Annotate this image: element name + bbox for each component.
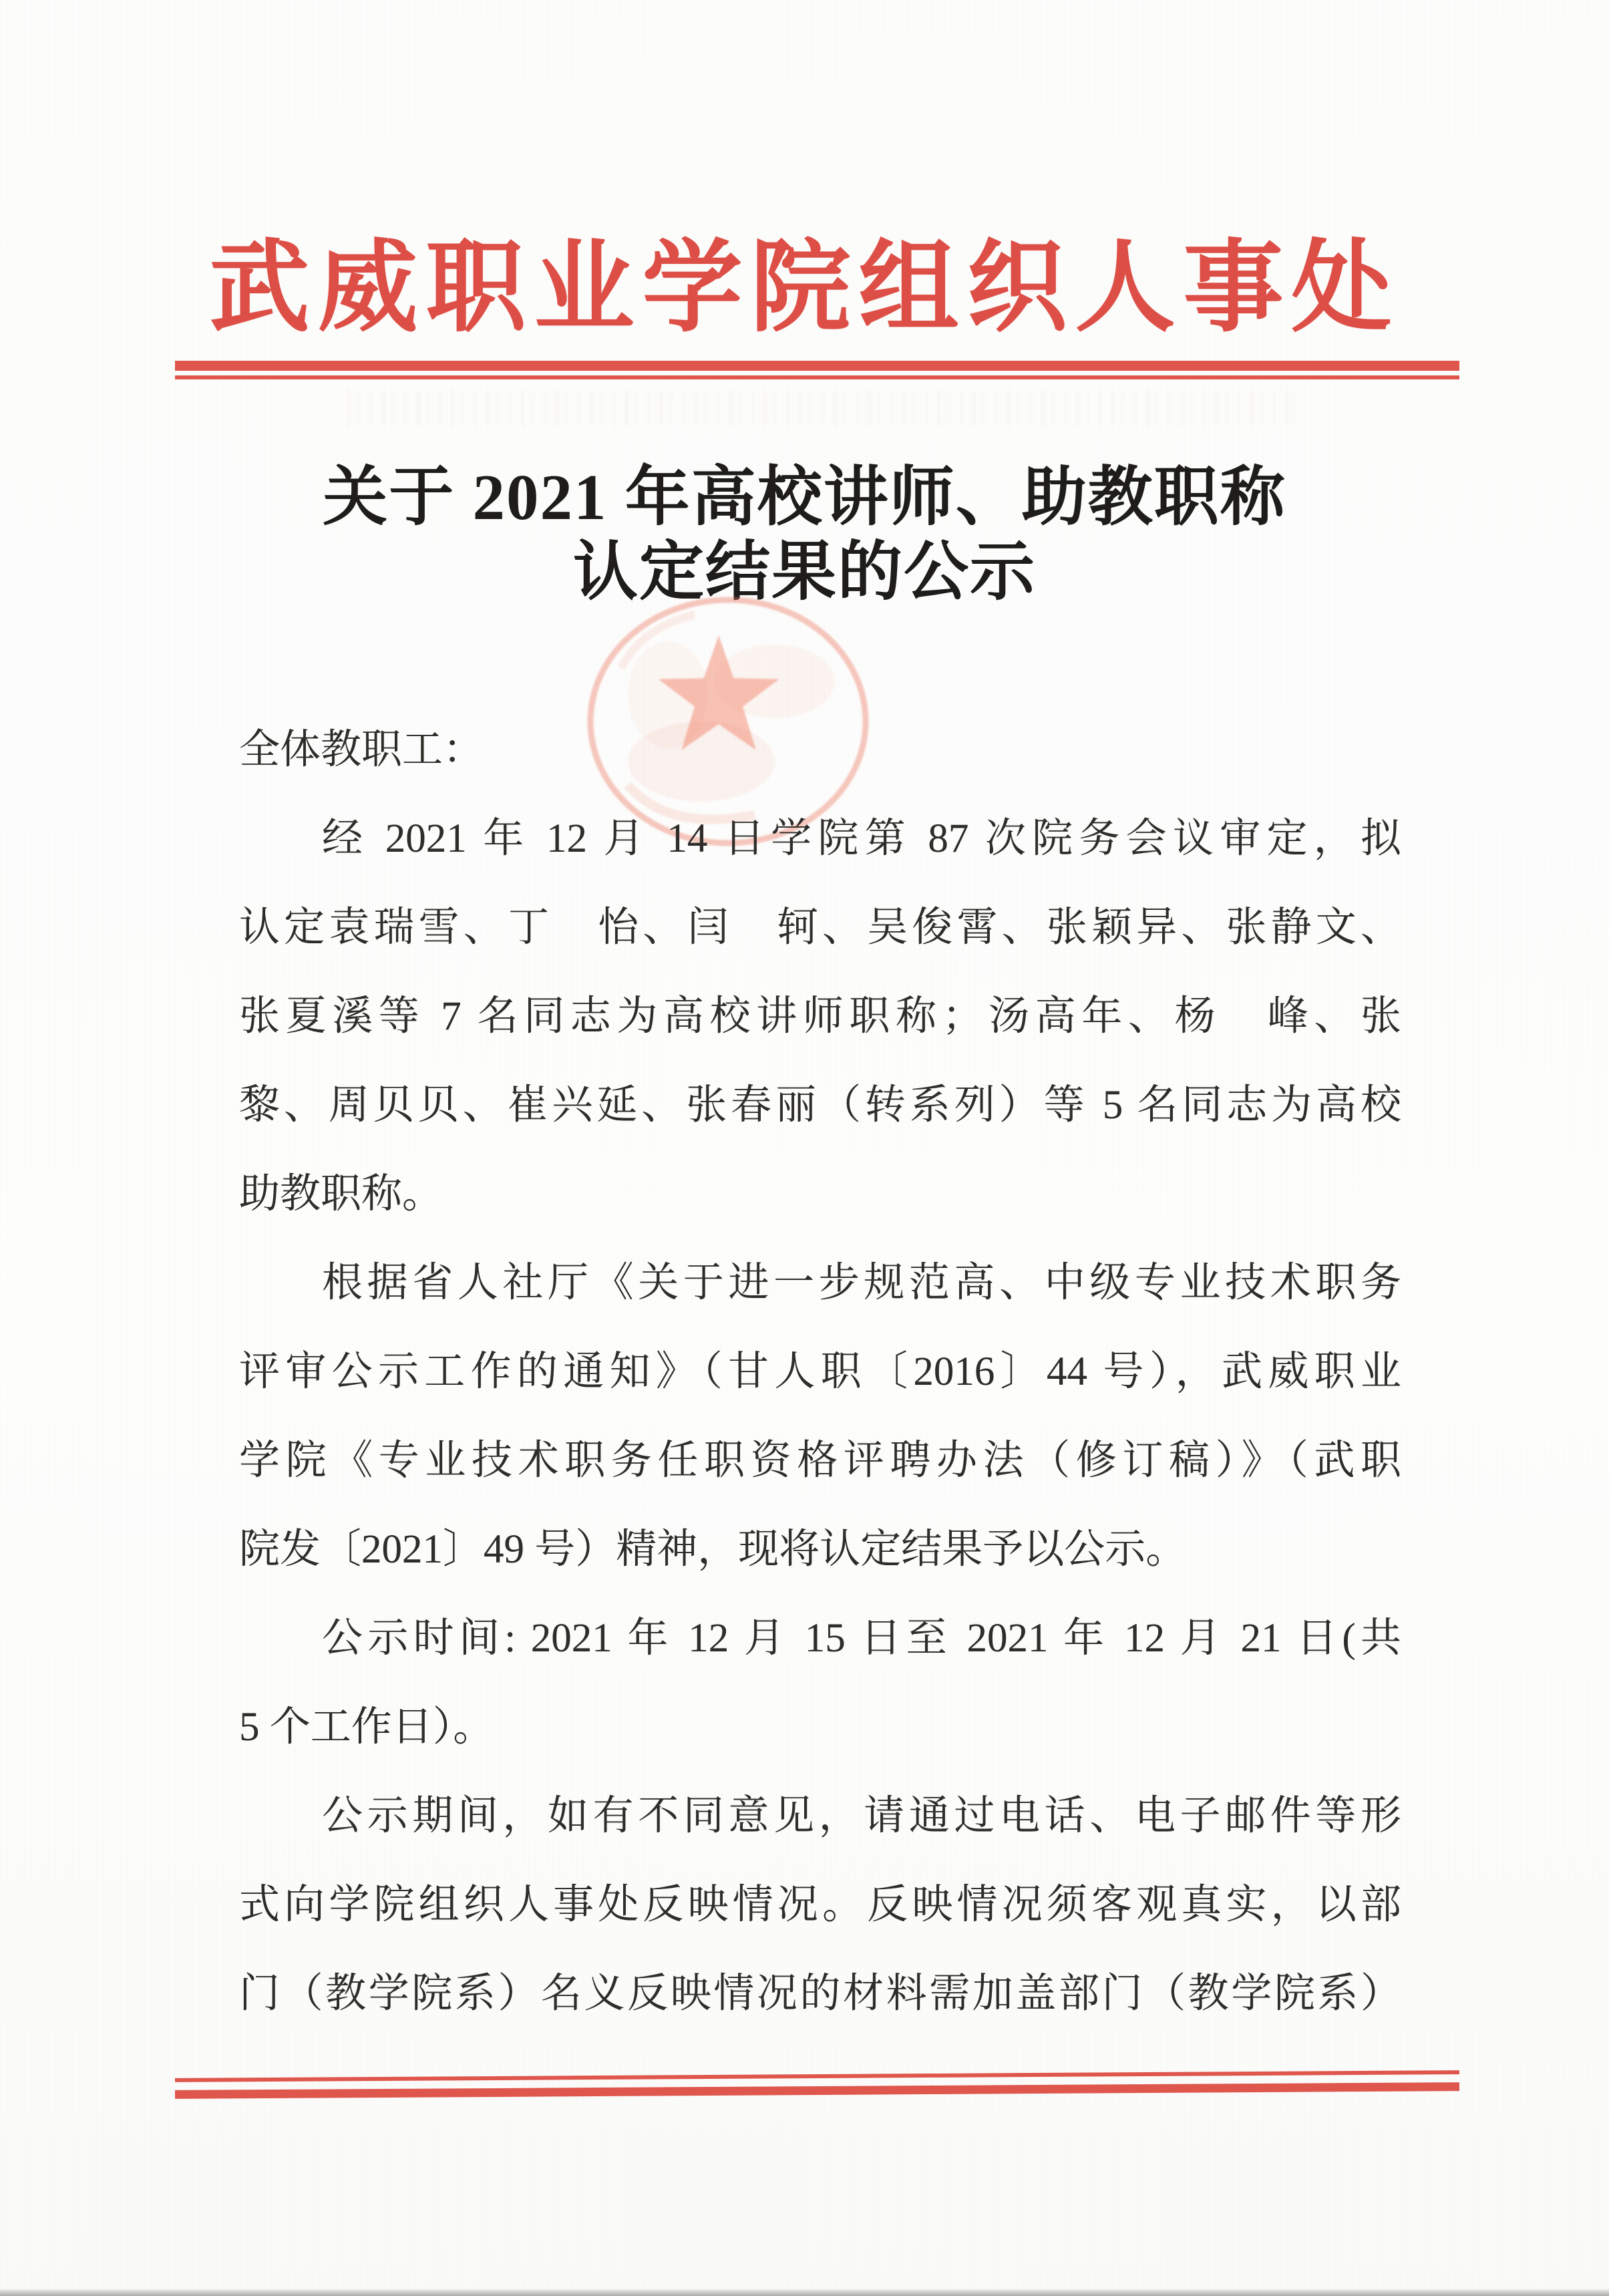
body-line: 全体教职工： [239, 727, 484, 772]
scan-edge-artifact [0, 2289, 1609, 2296]
footer-rule-thin [175, 2070, 1459, 2082]
letterhead-title: 武威职业学院组织人事处 [209, 233, 1400, 344]
body-line: 公示时间: 2021 年 12 月 15 日至 2021 年 12 月 21 日(共 [322, 1616, 1401, 1661]
body-line: 公示期间，如有不同意见，请通过电话、电子邮件等形 [322, 1794, 1401, 1838]
bleed-through-artifact [347, 390, 1296, 426]
letterhead-rule-thick [175, 361, 1459, 371]
body-line: 助教职称。 [239, 1172, 443, 1216]
body-line: 认定袁瑞雪、丁 怡、闫 轲、吴俊霄、张颖异、张静文、 [239, 905, 1401, 950]
document-body [239, 705, 1401, 2038]
letterhead-rule-thin [175, 375, 1459, 379]
body-line: 经 2021 年 12 月 14 日学院第 87 次院务会议审定，拟 [322, 816, 1401, 861]
body-line: 式向学院组织人事处反映情况。反映情况须客观真实，以部 [239, 1882, 1401, 1927]
body-line: 黎、周贝贝、崔兴延、张春丽（转系列）等 5 名同志为高校 [239, 1083, 1401, 1128]
body-line: 院发〔2021〕49 号）精神，现将认定结果予以公示。 [239, 1527, 1187, 1572]
body-line: 门（教学院系）名义反映情况的材料需加盖部门（教学院系） [239, 1971, 1401, 2016]
body-line: 5 个工作日）。 [239, 1705, 494, 1750]
body-line: 张夏溪等 7 名同志为高校讲师职称；汤高年、杨 峰、张 [239, 994, 1401, 1039]
document-title-line-1: 关于 2021 年高校讲师、助教职称 [323, 462, 1286, 533]
body-line: 根据省人社厅《关于进一步规范高、中级专业技术职务 [322, 1261, 1401, 1305]
body-line: 学院《专业技术职务任职资格评聘办法（修订稿）》（武职 [239, 1438, 1401, 1483]
footer-rule-thick [175, 2082, 1459, 2099]
body-line: 评审公示工作的通知》（甘人职〔2016〕44 号），武威职业 [239, 1349, 1401, 1394]
document-title-line-2: 认定结果的公示 [573, 536, 1036, 608]
